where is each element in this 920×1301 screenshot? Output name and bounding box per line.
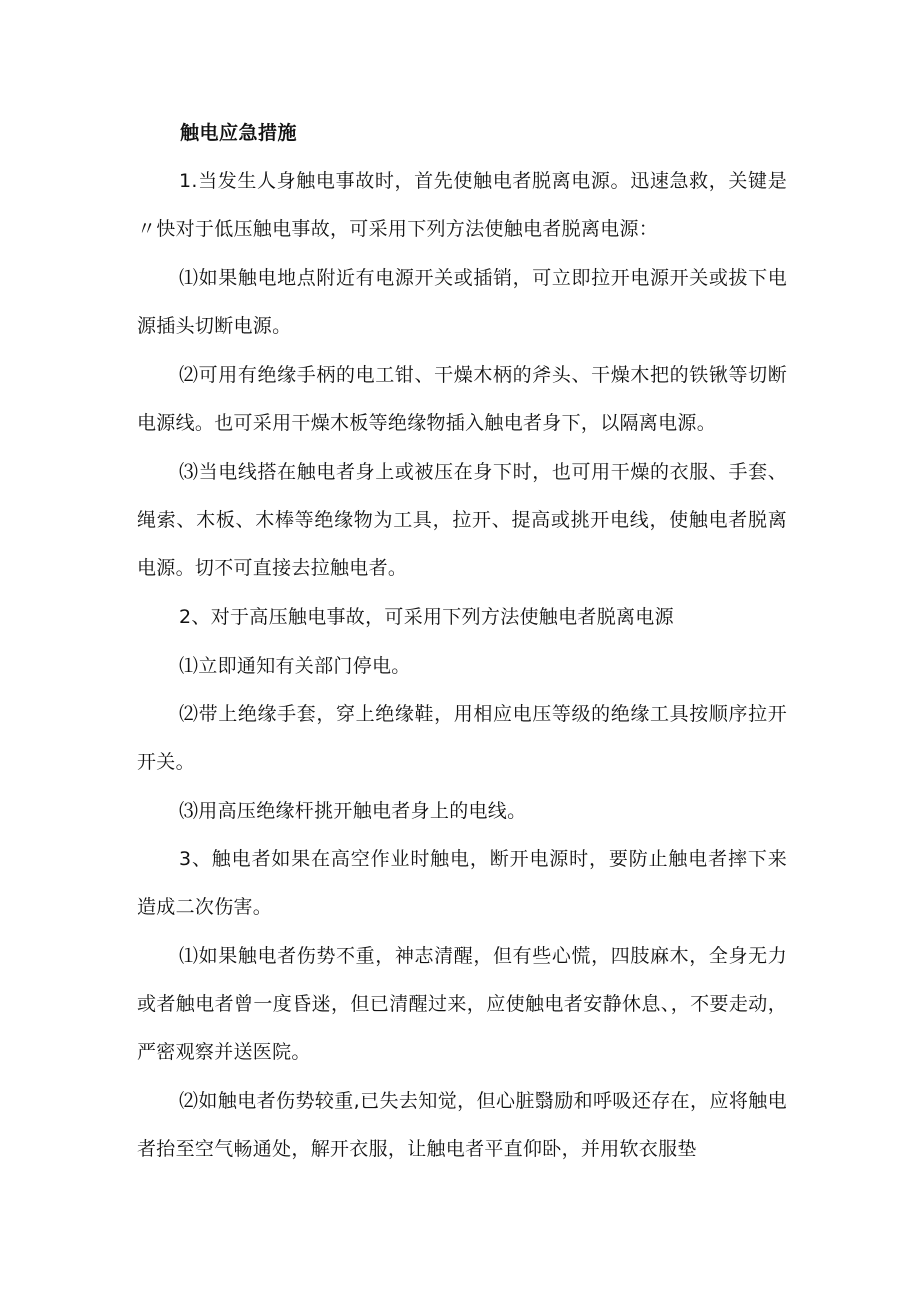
paragraph-7: ⑵带上绝缘手套，穿上绝缘鞋，用相应电压等级的绝缘工具按顺序拉开开关。: [137, 703, 787, 773]
paragraph-6: ⑴立即通知有关部门停电。: [179, 655, 411, 677]
paragraph-5: 2、对于高压触电事故，可采用下列方法使触电者脱离电源: [179, 606, 674, 628]
document-title: 触电应急措施: [180, 122, 298, 144]
paragraph-2: ⑴如果触电地点附近有电源开关或插销，可立即拉开电源开关或拔下电源插头切断电源。: [137, 267, 787, 337]
paragraph-1: 1.当发生人身触电事故时，首先使触电者脱离电源。迅速急救，关键是〃快对于低压触电事故，可采用下列方法使触电者脱离电源：: [137, 170, 787, 240]
paragraph-4: ⑶当电线搭在触电者身上或被压在身下时，也可用干燥的衣服、手套、绳索、木板、木棒等绝缘物为工具，拉开、提高或挑开电线，使触电者脱离电源。切不可直接去拉触电者。: [137, 461, 787, 579]
paragraph-9: 3、触电者如果在高空作业时触电，断开电源时，要防止触电者摔下来造成二次伤害。: [137, 848, 787, 918]
paragraph-11: ⑵如触电者伤势较重,已失去知觉，但心脏翳励和呼吸还存在，应将触电者抬至空气畅通处，解开衣服，让触电者平直仰卧，并用软衣服垫: [137, 1090, 787, 1160]
paragraph-8: ⑶用高压绝缘杆挑开触电者身上的电线。: [179, 800, 527, 822]
paragraph-10: ⑴如果触电者伤势不重，神志清醒，但有些心慌，四肢麻木，全身无力或者触电者曾一度昏迷，但已清醒过来，应使触电者安静休息、，不要走动，严密观察并送医院。: [137, 945, 787, 1063]
paragraph-3: ⑵可用有绝缘手柄的电工钳、干燥木柄的斧头、干燥木把的铁锹等切断电源线。也可采用干燥木板等绝缘物插入触电者身下，以隔离电源。: [137, 364, 787, 434]
